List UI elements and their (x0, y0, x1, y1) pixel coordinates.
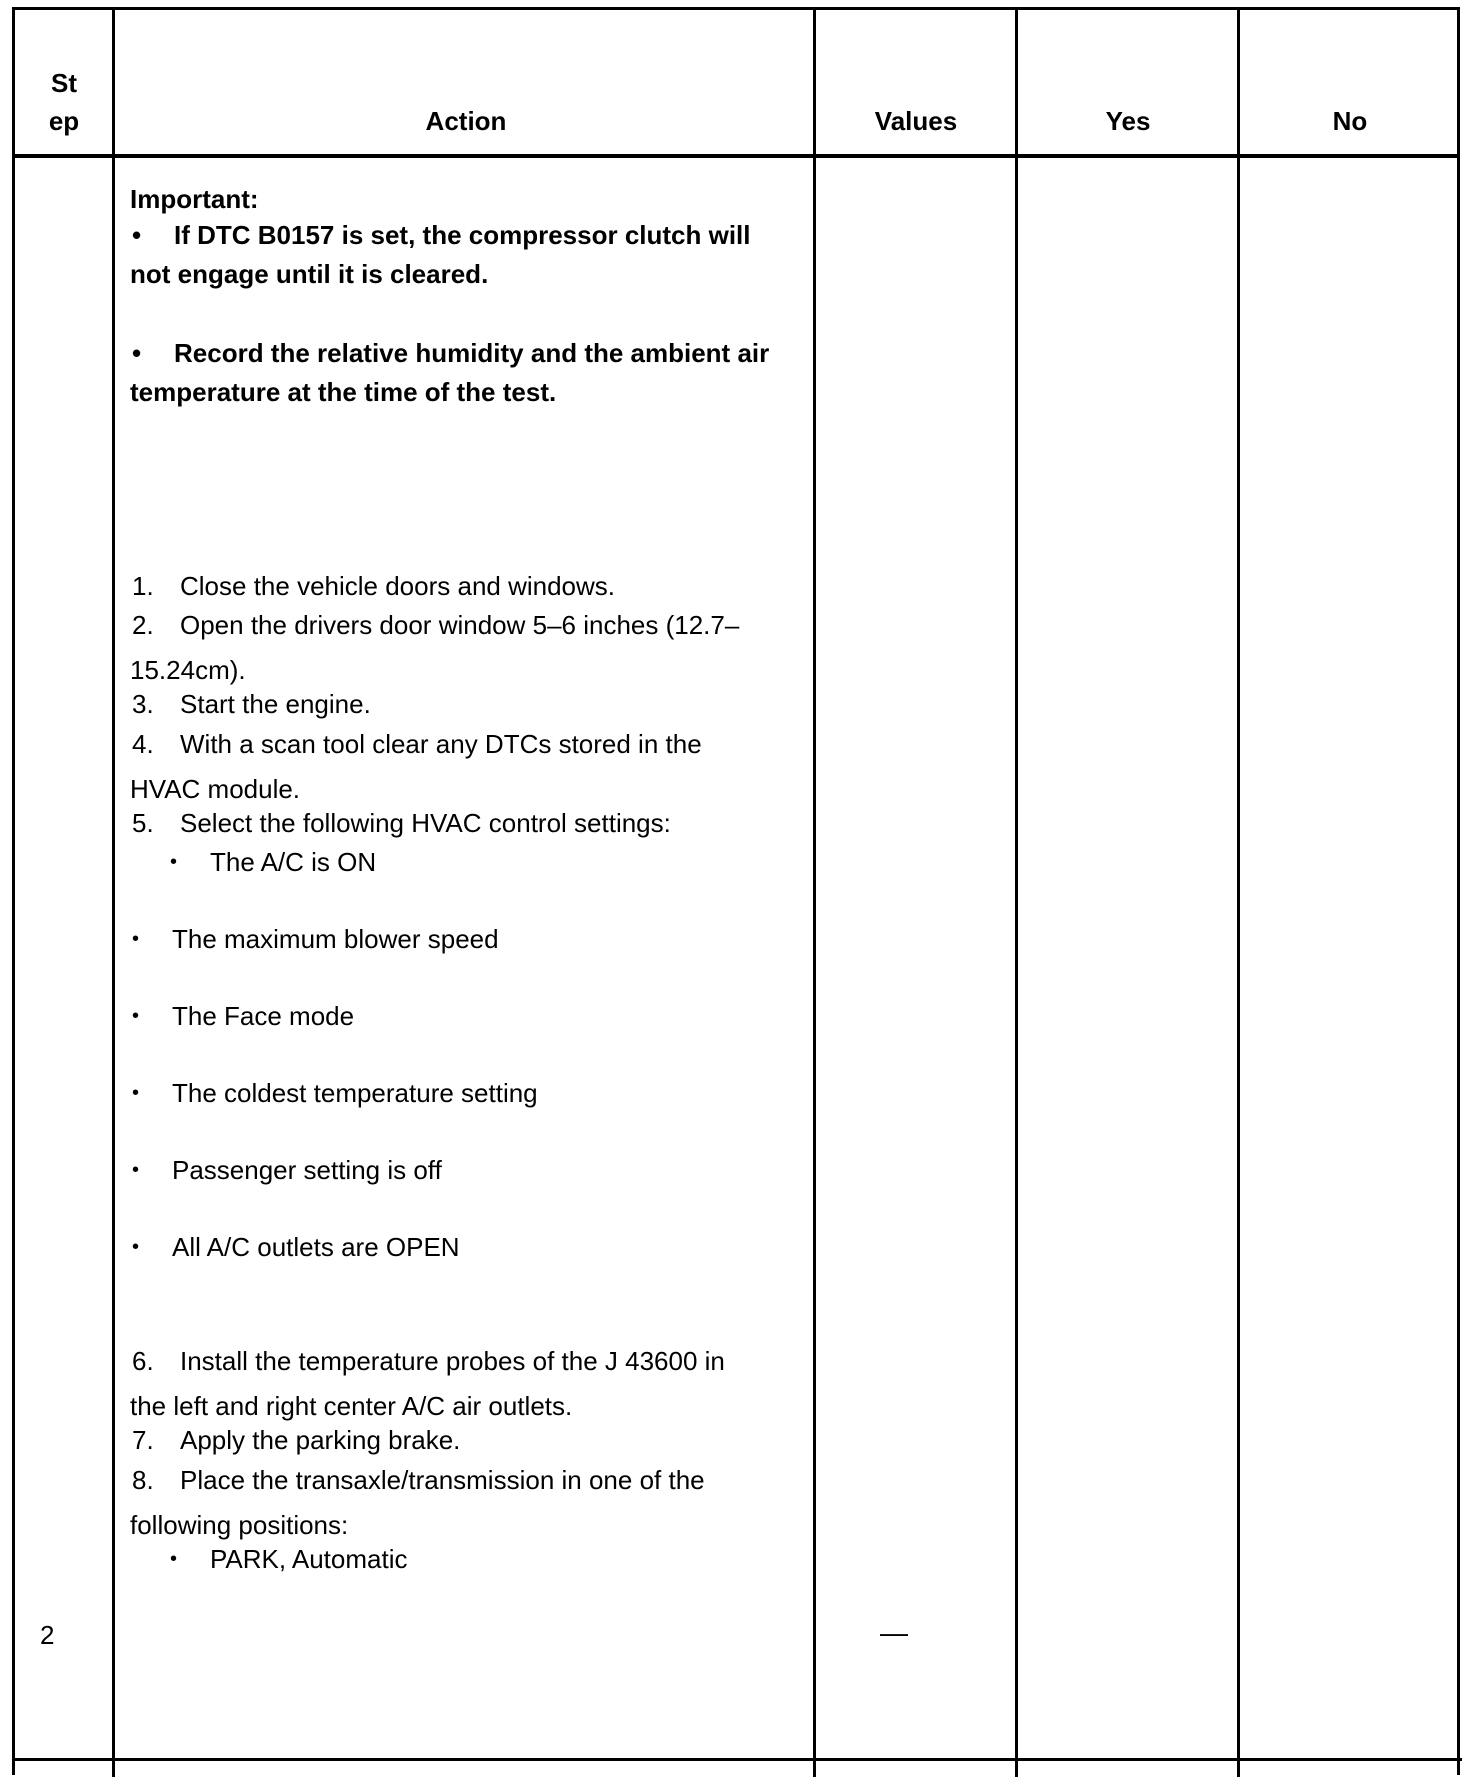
procedure-step: 6. Install the temperature probes of the J 43600 in the left and right center A/C air outlets. (130, 1346, 725, 1421)
position-item: • PARK, Automatic (170, 1537, 408, 1582)
column-divider (112, 7, 115, 1777)
procedure-step: 2. Open the drivers door window 5–6 inches (12.7–15.24cm). (130, 610, 740, 685)
bullet-icon: • (132, 928, 140, 950)
header-step-part2: ep (48, 106, 80, 136)
bullet-icon: • (132, 1236, 140, 1258)
bullet-icon: • (132, 1082, 140, 1104)
header-step (15, 64, 113, 140)
header-yes: Yes (1105, 106, 1151, 136)
header-step-part1: St (51, 68, 77, 98)
header-divider (12, 154, 1460, 158)
setting-item: • The Face mode (130, 994, 354, 1039)
values-cell: — (880, 1617, 908, 1648)
procedure-step: 4. With a scan tool clear any DTCs stored in the HVAC module. (130, 729, 702, 804)
bullet-icon: • (132, 338, 142, 368)
column-divider (1237, 7, 1240, 1777)
header-action: Action (425, 106, 507, 136)
bullet-icon: • (132, 1159, 140, 1181)
bullet-icon: • (132, 220, 142, 250)
setting-item: • All A/C outlets are OPEN (130, 1225, 460, 1270)
procedure-step: 1. Close the vehicle doors and windows. (132, 571, 616, 601)
procedure-step: 3. Start the engine. (132, 689, 371, 719)
important-bullet: • If DTC B0157 is set, the compressor clutch will not engage until it is cleared. (130, 216, 770, 294)
bullet-icon: • (170, 1548, 178, 1570)
procedure-step: 5. Select the following HVAC control settings: (132, 808, 671, 838)
column-divider (1015, 7, 1018, 1777)
step-number: 2 (40, 1620, 55, 1650)
important-title: Important: (130, 184, 259, 214)
setting-item: • The A/C is ON (170, 840, 376, 885)
bullet-icon: • (170, 851, 178, 873)
header-values: Values (874, 106, 958, 136)
setting-item: • The coldest temperature setting (130, 1071, 538, 1116)
procedure-step: 8. Place the transaxle/transmission in one of the following positions: (130, 1465, 705, 1540)
bullet-icon: • (132, 1005, 140, 1027)
important-bullet: • Record the relative humidity and the ambient air temperature at the time of the test. (130, 334, 770, 412)
column-divider (813, 7, 816, 1777)
setting-item: • The maximum blower speed (130, 917, 499, 962)
bottom-border (12, 1758, 1462, 1761)
procedure-step: 7. Apply the parking brake. (132, 1425, 461, 1455)
setting-item: • Passenger setting is off (130, 1148, 442, 1193)
header-no: No (1332, 106, 1368, 136)
